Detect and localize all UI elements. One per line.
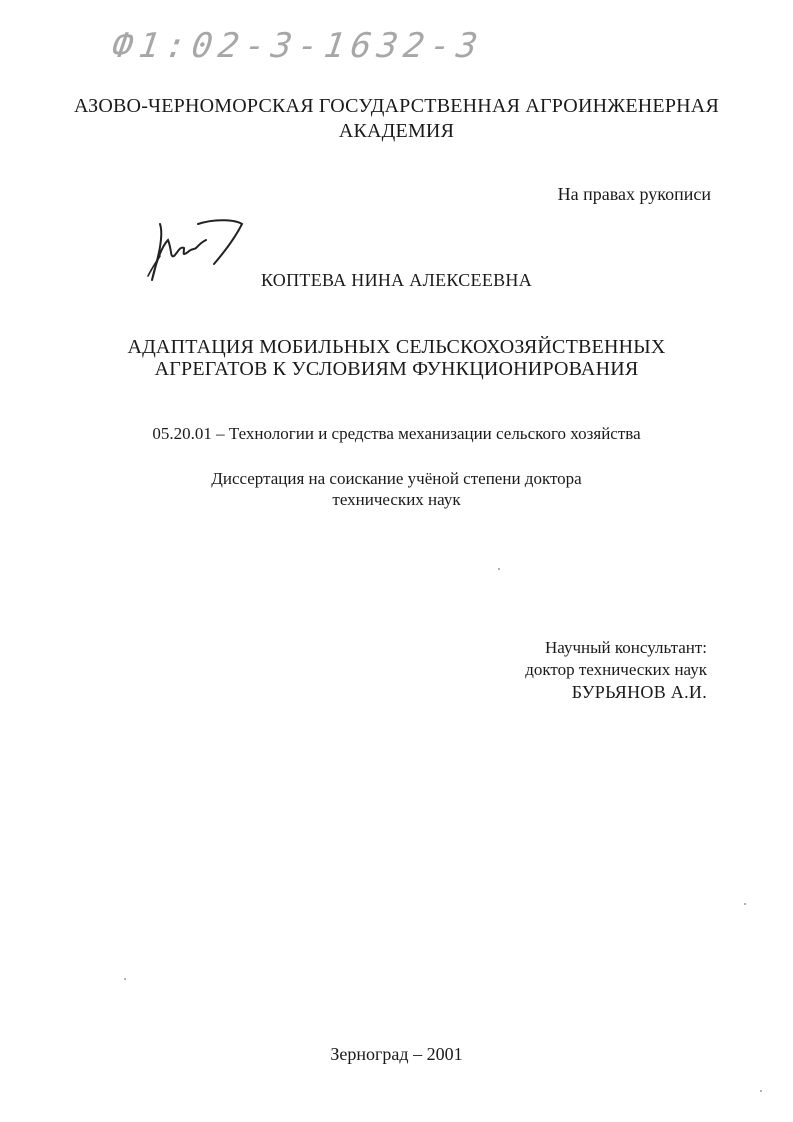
specialty-code: 05.20.01 – Технологии и средства механизации сельского хозяйства [152,424,641,443]
degree-statement [0,468,793,510]
author-name: КОПТЕВА НИНА АЛЕКСЕЕВНА [260,270,533,290]
scan-speck [498,568,500,570]
archive-stamp: Ф1:02-3-1632-3 [109,26,486,66]
institution-name [0,94,793,144]
scan-speck [744,903,746,905]
city-year: Зерноград – 2001 [330,1044,463,1064]
scan-speck [760,1090,762,1092]
title-line-2: АГРЕГАТОВ К УСЛОВИЯМ ФУНКЦИОНИРОВАНИЯ [154,358,639,380]
scientific-consultant [525,637,707,703]
manuscript-rights-note: На правах рукописи [557,184,711,204]
degree-line-2: технических наук [332,490,461,509]
scan-speck [124,978,126,980]
institution-line-2: АКАДЕМИЯ [338,120,455,142]
title-line-1: АДАПТАЦИЯ МОБИЛЬНЫХ СЕЛЬСКОХОЗЯЙСТВЕННЫХ [127,336,666,358]
degree-line-1: Диссертация на соискание учёной степени доктора [211,469,582,488]
institution-line-1: АЗОВО-ЧЕРНОМОРСКАЯ ГОСУДАРСТВЕННАЯ АГРОИНЖЕНЕРНАЯ [74,95,719,117]
consultant-label: Научный консультант: [545,638,707,657]
dissertation-title [0,336,793,380]
consultant-name: БУРЬЯНОВ А.И. [571,682,707,702]
consultant-rank: доктор технических наук [525,660,707,679]
